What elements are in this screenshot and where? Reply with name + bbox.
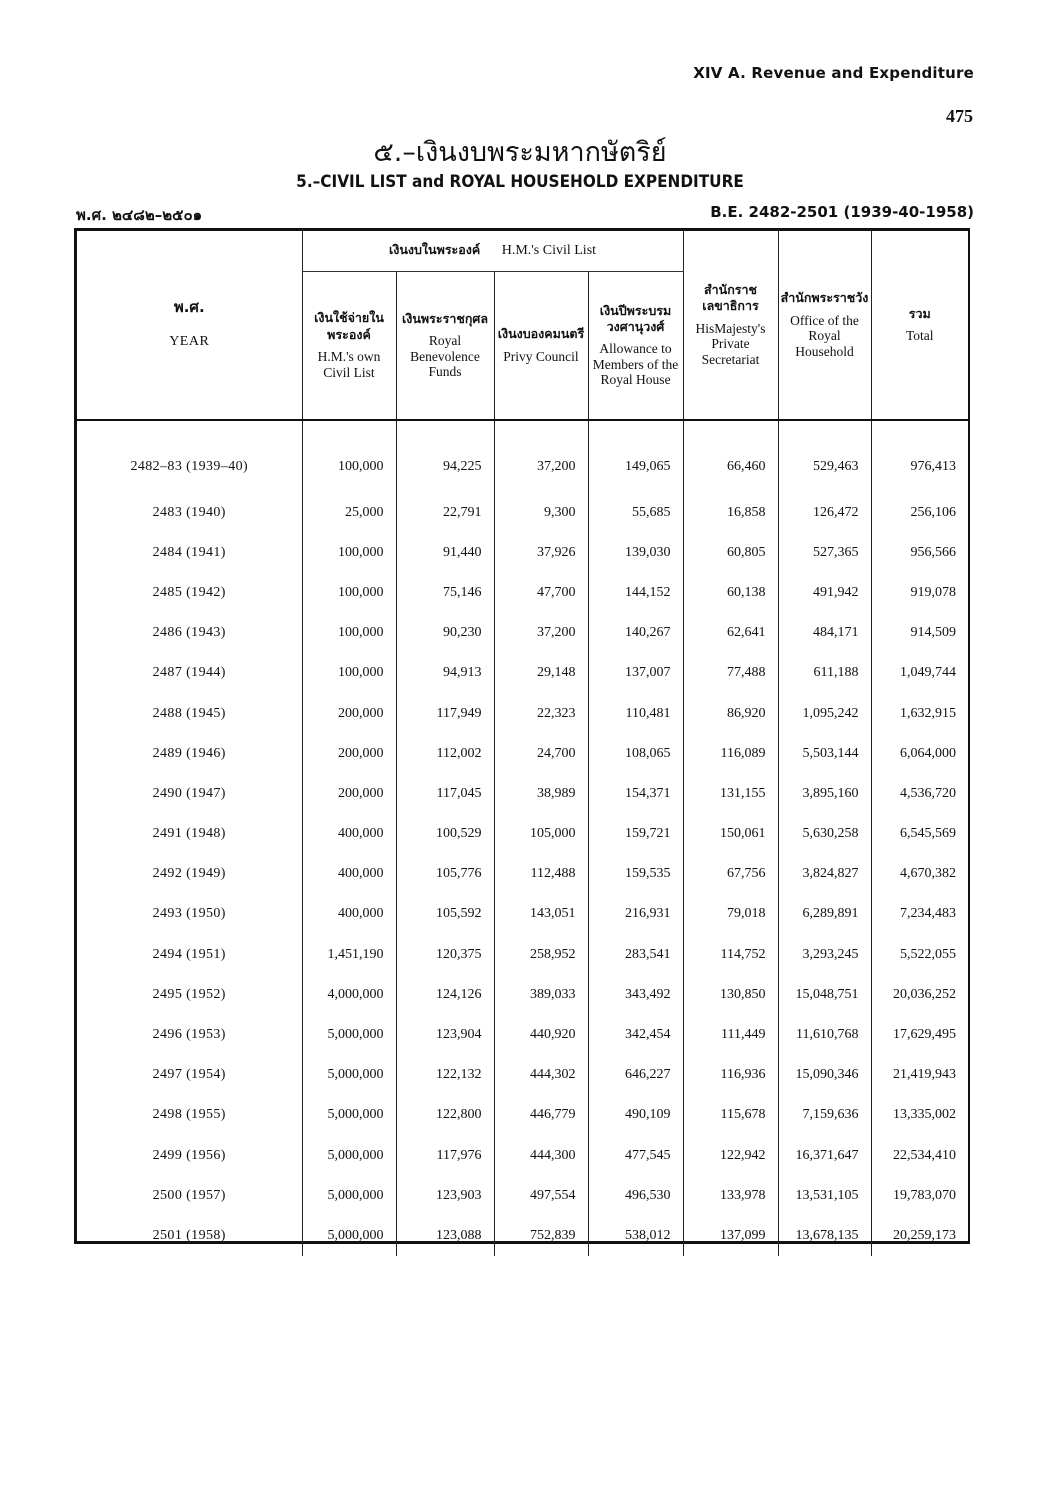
- value-cell: 143,051: [494, 894, 588, 934]
- column-header-royal-house: [588, 272, 683, 420]
- year-cell: 2488 (1945): [152, 705, 226, 721]
- column-header-en: HisMajesty's Private Secretariat: [695, 320, 766, 367]
- value-cell: 3,824,827: [778, 854, 871, 894]
- value-cell: 5,000,000: [302, 1095, 396, 1135]
- value-cell: 13,531,105: [778, 1176, 871, 1216]
- value-cell: 20,036,252: [871, 975, 968, 1015]
- value-cell: 13,335,002: [871, 1095, 968, 1135]
- value-cell: 3,895,160: [778, 774, 871, 814]
- value-cell: 6,289,891: [778, 894, 871, 934]
- value-cell: 77,488: [683, 653, 778, 693]
- value-cell: 126,472: [778, 493, 871, 533]
- column-header-own-civil-list: [302, 272, 396, 420]
- value-cell: 108,065: [588, 734, 683, 774]
- year-cell: 2492 (1949): [152, 866, 226, 882]
- value-cell: 137,007: [588, 653, 683, 693]
- value-cell: 37,926: [494, 533, 588, 573]
- year-cell: 2491 (1948): [152, 826, 226, 842]
- year-header-en: YEAR: [169, 334, 210, 350]
- value-cell: 446,779: [494, 1095, 588, 1135]
- value-cell: 110,481: [588, 693, 683, 733]
- value-cell: 67,756: [683, 854, 778, 894]
- value-cell: 477,545: [588, 1136, 683, 1176]
- table-row: [77, 1015, 968, 1055]
- value-cell: 37,200: [494, 420, 588, 493]
- value-cell: 256,106: [871, 493, 968, 533]
- value-cell: 1,049,744: [871, 653, 968, 693]
- value-cell: 400,000: [302, 894, 396, 934]
- value-cell: 283,541: [588, 935, 683, 975]
- value-cell: 115,678: [683, 1095, 778, 1135]
- year-cell: 2499 (1956): [152, 1147, 226, 1163]
- value-cell: 79,018: [683, 894, 778, 934]
- value-cell: 914,509: [871, 613, 968, 653]
- section-label: XIV A. Revenue and Expenditure: [693, 64, 974, 82]
- table-row: [77, 1055, 968, 1095]
- value-cell: 105,000: [494, 814, 588, 854]
- value-cell: 5,000,000: [302, 1055, 396, 1095]
- expenditure-table-frame: [74, 228, 970, 1244]
- value-cell: 112,002: [396, 734, 494, 774]
- year-cell: 2495 (1952): [152, 986, 226, 1002]
- value-cell: 5,000,000: [302, 1136, 396, 1176]
- column-header-en: Privy Council: [503, 348, 579, 364]
- value-cell: 5,522,055: [871, 935, 968, 975]
- value-cell: 29,148: [494, 653, 588, 693]
- value-cell: 1,632,915: [871, 693, 968, 733]
- year-cell: 2484 (1941): [152, 544, 226, 560]
- value-cell: 130,850: [683, 975, 778, 1015]
- table-row: [77, 734, 968, 774]
- value-cell: 66,460: [683, 420, 778, 493]
- table-row: [77, 613, 968, 653]
- table-row: [77, 814, 968, 854]
- column-header-en: Office of the Royal Household: [790, 312, 859, 359]
- year-cell: 2483 (1940): [152, 504, 226, 520]
- value-cell: 538,012: [588, 1216, 683, 1256]
- table-body: [77, 420, 968, 1257]
- value-cell: 9,300: [494, 493, 588, 533]
- value-cell: 16,858: [683, 493, 778, 533]
- value-cell: 60,138: [683, 573, 778, 613]
- year-cell: 2487 (1944): [152, 665, 226, 681]
- value-cell: 19,783,070: [871, 1176, 968, 1216]
- value-cell: 15,090,346: [778, 1055, 871, 1095]
- year-cell: 2498 (1955): [152, 1107, 226, 1123]
- value-cell: 3,293,245: [778, 935, 871, 975]
- value-cell: 60,805: [683, 533, 778, 573]
- value-cell: 15,048,751: [778, 975, 871, 1015]
- value-cell: 62,641: [683, 613, 778, 653]
- year-cell: 2485 (1942): [152, 584, 226, 600]
- civil-list-group-header: [302, 231, 683, 272]
- column-header-household: [778, 231, 871, 420]
- value-cell: 7,234,483: [871, 894, 968, 934]
- column-header-thai: รวม: [908, 305, 931, 321]
- column-header-thai: เงินปีพระบรมวงศานุวงศ์: [599, 302, 672, 334]
- column-header-en: Allowance to Members of the Royal House: [592, 341, 679, 388]
- value-cell: 105,592: [396, 894, 494, 934]
- value-cell: 20,259,173: [871, 1216, 968, 1256]
- value-cell: 124,126: [396, 975, 494, 1015]
- value-cell: 5,000,000: [302, 1216, 396, 1256]
- value-cell: 100,000: [302, 573, 396, 613]
- value-cell: 400,000: [302, 814, 396, 854]
- table-row: [77, 693, 968, 733]
- column-header-en: H.M.'s own Civil List: [317, 348, 381, 380]
- value-cell: 122,800: [396, 1095, 494, 1135]
- group-header-en: H.M.'s Civil List: [501, 242, 597, 258]
- value-cell: 200,000: [302, 774, 396, 814]
- page-title: 5.–CIVIL LIST and ROYAL HOUSEHOLD EXPENDITURE: [296, 172, 744, 192]
- year-cell: 2489 (1946): [152, 745, 226, 761]
- column-header-total: [871, 231, 968, 420]
- year-cell: 2482–83 (1939–40): [130, 458, 249, 474]
- value-cell: 100,529: [396, 814, 494, 854]
- value-cell: 37,200: [494, 613, 588, 653]
- value-cell: 159,535: [588, 854, 683, 894]
- value-cell: 440,920: [494, 1015, 588, 1055]
- year-cell: 2500 (1957): [152, 1187, 226, 1203]
- value-cell: 120,375: [396, 935, 494, 975]
- value-cell: 86,920: [683, 693, 778, 733]
- value-cell: 140,267: [588, 613, 683, 653]
- table-row: [77, 1095, 968, 1135]
- table-row: [77, 493, 968, 533]
- value-cell: 4,000,000: [302, 975, 396, 1015]
- value-cell: 24,700: [494, 734, 588, 774]
- value-cell: 611,188: [778, 653, 871, 693]
- value-cell: 133,978: [683, 1176, 778, 1216]
- table-row: [77, 653, 968, 693]
- value-cell: 5,503,144: [778, 734, 871, 774]
- value-cell: 529,463: [778, 420, 871, 493]
- value-cell: 646,227: [588, 1055, 683, 1095]
- value-cell: 159,721: [588, 814, 683, 854]
- value-cell: 105,776: [396, 854, 494, 894]
- value-cell: 5,000,000: [302, 1015, 396, 1055]
- year-header-thai: พ.ศ.: [173, 298, 205, 317]
- value-cell: 21,419,943: [871, 1055, 968, 1095]
- column-header-secretariat: [683, 231, 778, 420]
- value-cell: 22,534,410: [871, 1136, 968, 1176]
- column-header-thai: เงินงบองคมนตรี: [497, 326, 585, 342]
- value-cell: 496,530: [588, 1176, 683, 1216]
- value-cell: 258,952: [494, 935, 588, 975]
- column-header-thai: เงินใช้จ่ายในพระองค์: [314, 310, 384, 342]
- table-row: [77, 1136, 968, 1176]
- value-cell: 137,099: [683, 1216, 778, 1256]
- value-cell: 444,302: [494, 1055, 588, 1095]
- expenditure-table: [77, 231, 968, 1256]
- year-cell: 2490 (1947): [152, 785, 226, 801]
- value-cell: 114,752: [683, 935, 778, 975]
- value-cell: 752,839: [494, 1216, 588, 1256]
- year-cell: 2496 (1953): [152, 1027, 226, 1043]
- value-cell: 200,000: [302, 693, 396, 733]
- value-cell: 16,371,647: [778, 1136, 871, 1176]
- value-cell: 139,030: [588, 533, 683, 573]
- value-cell: 55,685: [588, 493, 683, 533]
- table-row: [77, 420, 968, 493]
- table-row: [77, 935, 968, 975]
- value-cell: 4,670,382: [871, 854, 968, 894]
- value-cell: 123,088: [396, 1216, 494, 1256]
- year-column-header: [77, 231, 302, 420]
- value-cell: 6,064,000: [871, 734, 968, 774]
- period-be: B.E. 2482-2501 (1939-40-1958): [710, 203, 974, 221]
- value-cell: 4,536,720: [871, 774, 968, 814]
- column-header-en: Royal Benevolence Funds: [410, 333, 480, 380]
- column-header-benevolence: [396, 272, 494, 420]
- value-cell: 956,566: [871, 533, 968, 573]
- value-cell: 123,904: [396, 1015, 494, 1055]
- value-cell: 976,413: [871, 420, 968, 493]
- value-cell: 11,610,768: [778, 1015, 871, 1055]
- value-cell: 122,942: [683, 1136, 778, 1176]
- year-cell: 2494 (1951): [152, 946, 226, 962]
- value-cell: 112,488: [494, 854, 588, 894]
- value-cell: 100,000: [302, 420, 396, 493]
- value-cell: 144,152: [588, 573, 683, 613]
- value-cell: 13,678,135: [778, 1216, 871, 1256]
- value-cell: 216,931: [588, 894, 683, 934]
- value-cell: 116,936: [683, 1055, 778, 1095]
- value-cell: 38,989: [494, 774, 588, 814]
- value-cell: 91,440: [396, 533, 494, 573]
- value-cell: 6,545,569: [871, 814, 968, 854]
- value-cell: 47,700: [494, 573, 588, 613]
- value-cell: 343,492: [588, 975, 683, 1015]
- value-cell: 100,000: [302, 613, 396, 653]
- value-cell: 111,449: [683, 1015, 778, 1055]
- value-cell: 491,942: [778, 573, 871, 613]
- value-cell: 94,225: [396, 420, 494, 493]
- year-cell: 2501 (1958): [152, 1227, 226, 1243]
- column-header-thai: สำนักพระราชวัง: [780, 290, 869, 306]
- table-row: [77, 533, 968, 573]
- value-cell: 122,132: [396, 1055, 494, 1095]
- value-cell: 116,089: [683, 734, 778, 774]
- value-cell: 497,554: [494, 1176, 588, 1216]
- column-header-privy-council: [494, 272, 588, 420]
- group-header-thai: เงินงบในพระองค์: [388, 241, 481, 257]
- value-cell: 117,976: [396, 1136, 494, 1176]
- value-cell: 5,000,000: [302, 1176, 396, 1216]
- value-cell: 100,000: [302, 533, 396, 573]
- value-cell: 444,300: [494, 1136, 588, 1176]
- value-cell: 527,365: [778, 533, 871, 573]
- value-cell: 200,000: [302, 734, 396, 774]
- value-cell: 919,078: [871, 573, 968, 613]
- value-cell: 7,159,636: [778, 1095, 871, 1135]
- value-cell: 94,913: [396, 653, 494, 693]
- value-cell: 117,045: [396, 774, 494, 814]
- value-cell: 150,061: [683, 814, 778, 854]
- value-cell: 1,451,190: [302, 935, 396, 975]
- page-title-thai: ๕.–เงินงบพระมหากษัตริย์: [373, 137, 667, 168]
- period-thai: พ.ศ. ๒๔๘๒–๒๕๐๑: [76, 206, 203, 224]
- table-row: [77, 1176, 968, 1216]
- value-cell: 25,000: [302, 493, 396, 533]
- value-cell: 22,791: [396, 493, 494, 533]
- column-header-en: Total: [905, 328, 934, 344]
- value-cell: 389,033: [494, 975, 588, 1015]
- table-row: [77, 854, 968, 894]
- value-cell: 149,065: [588, 420, 683, 493]
- value-cell: 154,371: [588, 774, 683, 814]
- value-cell: 342,454: [588, 1015, 683, 1055]
- page-number: 475: [946, 106, 973, 126]
- value-cell: 75,146: [396, 573, 494, 613]
- value-cell: 117,949: [396, 693, 494, 733]
- value-cell: 131,155: [683, 774, 778, 814]
- table-row: [77, 894, 968, 934]
- year-cell: 2486 (1943): [152, 625, 226, 641]
- column-header-thai: สำนักราชเลขาธิการ: [702, 282, 759, 314]
- value-cell: 100,000: [302, 653, 396, 693]
- value-cell: 1,095,242: [778, 693, 871, 733]
- value-cell: 22,323: [494, 693, 588, 733]
- table-row: [77, 573, 968, 613]
- year-cell: 2497 (1954): [152, 1067, 226, 1083]
- value-cell: 90,230: [396, 613, 494, 653]
- table-row: [77, 975, 968, 1015]
- value-cell: 123,903: [396, 1176, 494, 1216]
- value-cell: 17,629,495: [871, 1015, 968, 1055]
- value-cell: 400,000: [302, 854, 396, 894]
- year-cell: 2493 (1950): [152, 906, 226, 922]
- value-cell: 490,109: [588, 1095, 683, 1135]
- value-cell: 484,171: [778, 613, 871, 653]
- table-row: [77, 1216, 968, 1256]
- column-header-thai: เงินพระราชกุศล: [402, 310, 488, 326]
- table-row: [77, 774, 968, 814]
- value-cell: 5,630,258: [778, 814, 871, 854]
